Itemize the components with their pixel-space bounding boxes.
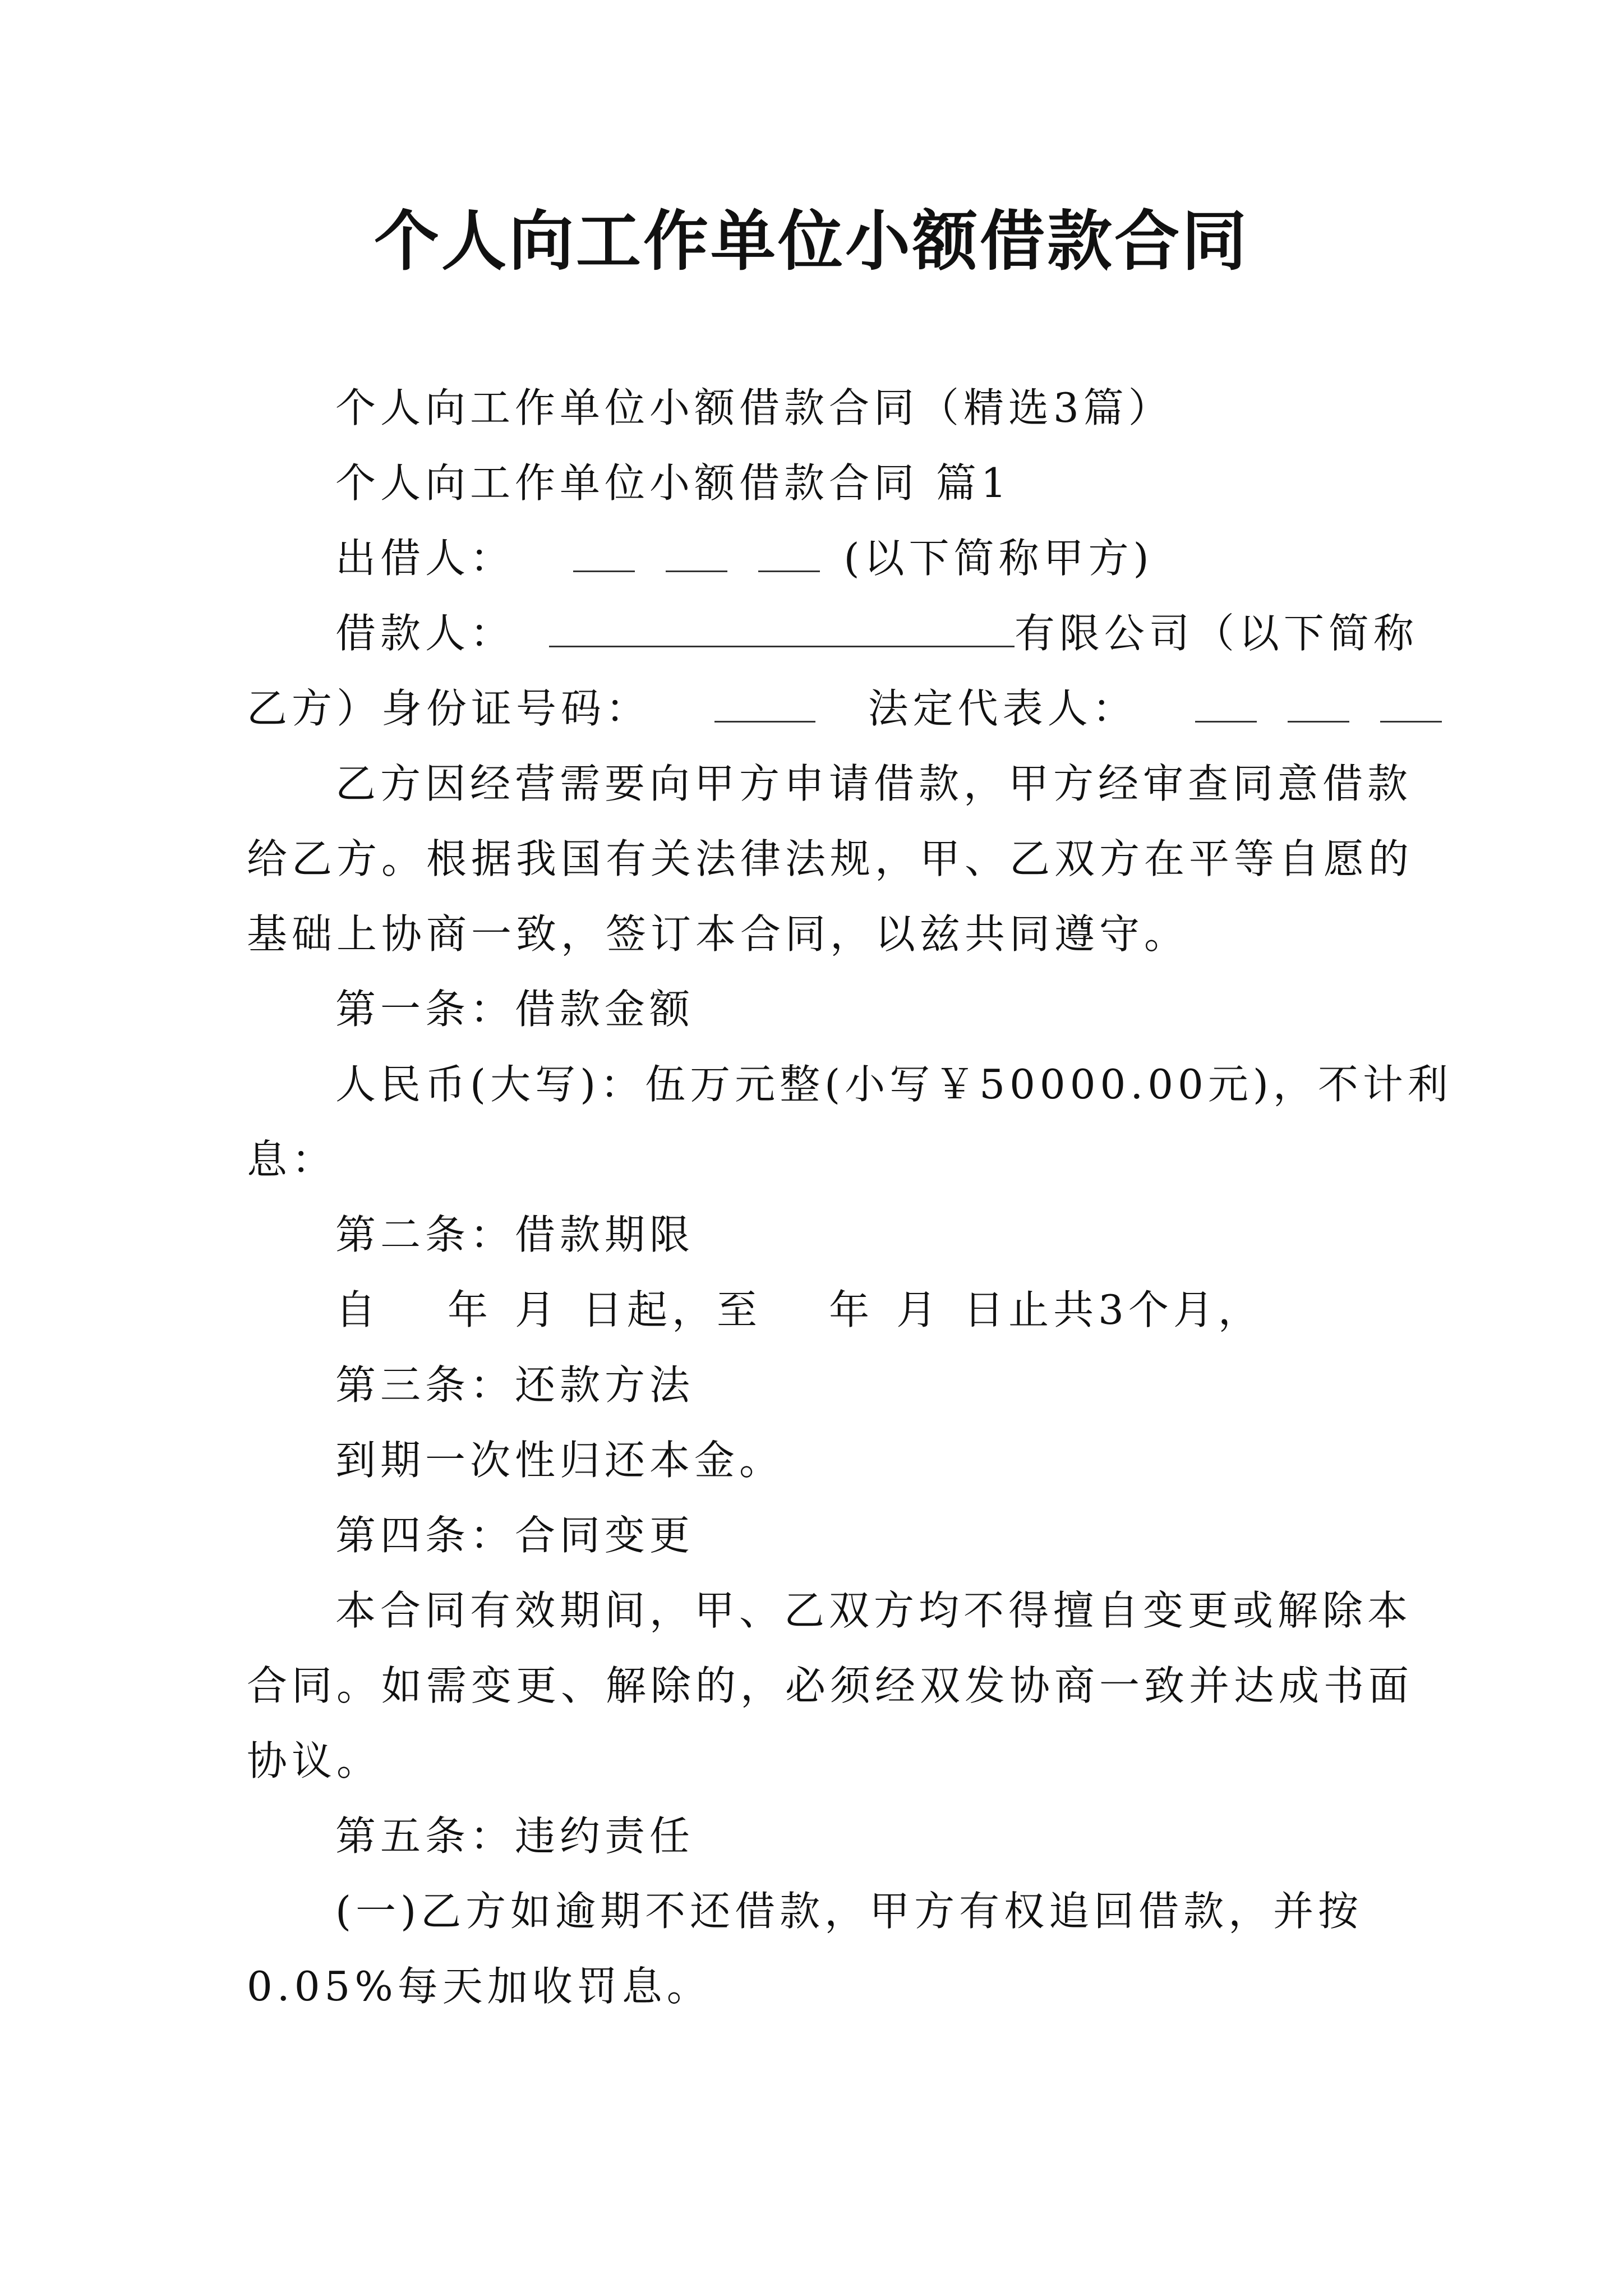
period-year-1: 年 (448, 1286, 493, 1333)
legal-rep-blank-2 (1288, 684, 1349, 723)
borrower-suffix-a: （以下简称 (1193, 610, 1418, 657)
document-body (247, 370, 1453, 2024)
borrower-company-blank (549, 609, 1015, 647)
article1-line-2: 息： (247, 1136, 337, 1183)
legal-rep-blank-1 (1195, 684, 1257, 723)
period-from: 自 (335, 1286, 381, 1333)
article4-line-1: 本合同有效期间，甲、乙双方均不得擅自变更或解除本 (335, 1587, 1413, 1634)
borrower-company: 有限公司 (1014, 610, 1194, 657)
legal-rep-label: 法定代表人： (868, 685, 1137, 732)
borrower-label: 借款人： (335, 610, 515, 657)
period-end: 日止共3个月， (963, 1286, 1263, 1333)
lender-suffix: (以下简称甲方) (843, 535, 1154, 582)
borrower-line (247, 596, 1418, 671)
borrower-suffix-b: 乙方）身份证号码： (247, 685, 651, 732)
article1-title: 第一条：借款金额 (335, 986, 695, 1033)
subtitle-line: 个人向工作单位小额借款合同（精选3篇） (335, 384, 1173, 431)
article5-title: 第五条：违约责任 (335, 1812, 695, 1860)
article5-line-1: (一)乙方如逾期不还借款，甲方有权追回借款，并按 (335, 1888, 1363, 1935)
article4-line-2: 合同。如需变更、解除的，必须经双发协商一致并达成书面 (247, 1662, 1414, 1709)
preamble-line-1: 乙方因经营需要向甲方申请借款，甲方经审查同意借款 (335, 760, 1413, 807)
article5-line-2: 0.05%每天加收罚息。 (247, 1963, 712, 2010)
lender-blank-2 (666, 534, 727, 572)
lender-blank-1 (573, 534, 635, 572)
period-year-2: 年 (829, 1286, 874, 1333)
document-title: 个人向工作单位小额借款合同 (374, 203, 1249, 279)
article4-title: 第四条：合同变更 (335, 1512, 695, 1559)
id-number-blank (714, 684, 815, 723)
article3-text: 到期一次性归还本金。 (335, 1437, 785, 1484)
article2-title: 第二条：借款期限 (335, 1211, 695, 1258)
section-heading: 个人向工作单位小额借款合同 篇1 (335, 459, 1011, 507)
legal-rep-blank-3 (1380, 684, 1442, 723)
lender-label: 出借人： (335, 535, 515, 582)
period-month-2: 月 (896, 1286, 942, 1333)
preamble-line-2: 给乙方。根据我国有关法律法规，甲、乙双方在平等自愿的 (247, 835, 1414, 882)
lender-blank-3 (758, 534, 820, 572)
article3-title: 第三条：还款方法 (335, 1361, 695, 1409)
period-day-1: 日起，至 (582, 1286, 762, 1333)
borrower-id-line (247, 671, 1385, 746)
article4-line-3: 协议。 (247, 1737, 382, 1784)
preamble-line-3: 基础上协商一致，签订本合同，以兹共同遵守。 (247, 910, 1189, 958)
article1-line-1: 人民币(大写)：伍万元整(小写￥50000.00元)，不计利 (335, 1061, 1453, 1108)
period-month-1: 月 (515, 1286, 560, 1333)
article2-period (247, 1272, 1385, 1347)
lender-line (247, 521, 1385, 596)
